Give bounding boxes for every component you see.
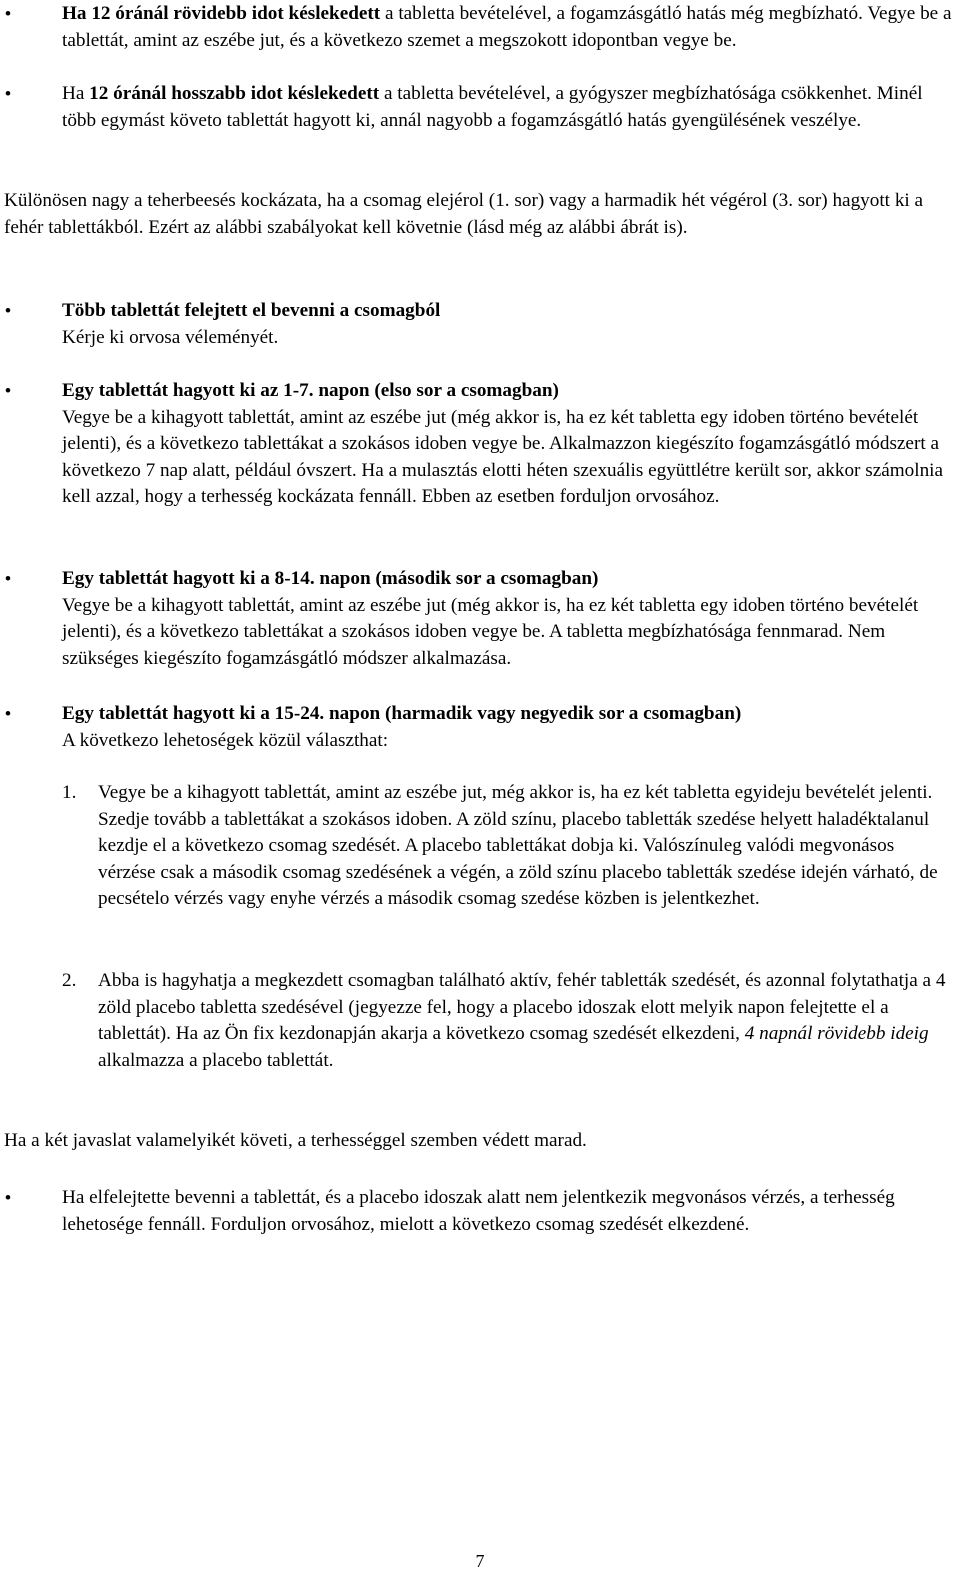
bullet-late-over-12h bbox=[62, 81, 954, 134]
text: a tabletta bevételével, a fogamzásgátló hatás még megbízható. Vegye be a tablettát, amint az eszébe jut, és a következo szemet a megszokott idopontban vegye be. bbox=[62, 3, 952, 51]
bold-heading: Egy tablettát hagyott ki a 8-14. napon (második sor a csomagban) bbox=[62, 568, 599, 589]
bullet-missed-day-15-24 bbox=[62, 701, 954, 754]
bold-heading: Egy tablettát hagyott ki a 15-24. napon (harmadik vagy negyedik sor a csomagban) bbox=[62, 703, 742, 724]
text: a tabletta bevételével, a gyógyszer megbízhatósága csökkenhet. Minél több egymást követo tablettát hagyott ki, annál nagyobb a fogamzásgátló hatás gyengülésének veszélye. bbox=[62, 83, 923, 131]
bullet-late-under-12h bbox=[62, 1, 954, 54]
list-number: 1. bbox=[62, 782, 77, 803]
bold-heading: 12 óránál hosszabb idot késlekedett bbox=[89, 83, 380, 104]
italic-text: 4 napnál rövidebb ideig bbox=[744, 1023, 929, 1044]
list-number: 2. bbox=[62, 970, 77, 991]
paragraph-risk: Különösen nagy a teherbeesés kockázata, ha a csomag elejérol (1. sor) vagy a harmadik hét végérol (3. sor) hagyott ki a fehér tablettákból. Ezért az alábbi szabályokat kell követnie (lásd még az alábbi ábrát is). bbox=[4, 190, 924, 238]
text: Ha bbox=[62, 83, 90, 104]
bold-heading: Egy tablettát hagyott ki az 1-7. napon (elso sor a csomagban) bbox=[62, 380, 559, 401]
paragraph-protected: Ha a két javaslat valamelyikét követi, a terhességgel szemben védett marad. bbox=[4, 1130, 587, 1151]
text: Vegye be a kihagyott tablettát, amint az eszébe jut (még akkor is, ha ez két tabletta egy idoben történo bevételét jelenti), és a következo tablettákat a szokásos idoben vegye be. Alkalmazzon kiegészíto fogamzásgátló módszert a következo 7 nap alatt, például óvszert. Ha a mulasztás elotti héten szexuális együttlétre került sor, akkor számolnia kell azzal, hogy a terhesség kockázata fennáll. Ebben az esetben forduljon orvosához. bbox=[62, 406, 944, 507]
text: Kérje ki orvosa véleményét. bbox=[62, 326, 279, 348]
bullet-multiple-missed bbox=[62, 298, 954, 351]
bold-heading: Több tablettát felejtett el bevenni a csomagból bbox=[62, 300, 441, 321]
bullet-missed-day-1-7 bbox=[62, 378, 954, 511]
option-2 bbox=[62, 968, 954, 1074]
bold-heading: Ha 12 óránál rövidebb idot késlekedett bbox=[62, 3, 381, 24]
text: A következo lehetoségek közül választhat: bbox=[62, 729, 389, 751]
text: Vegye be a kihagyott tablettát, amint az eszébe jut, még akkor is, ha ez két tabletta egyideju bevételét jelenti. Szedje tovább a tablettákat a szokásos idoben. A zöld színu, placebo tabletták szedése helyett haladéktalanul kezdje el a következo csomag szedését. A placebo tablettákat dobja ki. Valószínuleg valódi megvonásos vérzése csak a második csomag szedésének a végén, a zöld színu placebo tabletták szedése idején várható, de pecsételo vérzés vagy enyhe vérzés a második csomag szedése közben is jelentkezhet. bbox=[98, 782, 938, 909]
bullet-no-withdrawal-bleeding: • Ha elfelejtette bevenni a tablettát, és a placebo idoszak alatt nem jelentkezik megvonásos vérzés, a terhesség lehetosége fennáll. Forduljon orvosához, mielott a következo csomag szedését elkezdené. bbox=[62, 1185, 954, 1238]
text: Abba is hagyhatja a megkezdett csomagban található aktív, fehér tabletták szedését, és azonnal folytathatja a 4 zöld placebo tabletta szedésével (jegyezze fel, hogy a placebo idoszak elott melyik napon felejtette el a tablettát). Ha az Ön fix kezdonapján akarja a következo csomag szedését elkezdeni, bbox=[98, 970, 946, 1044]
text: alkalmazza a placebo tablettát. bbox=[98, 1049, 334, 1071]
bullet-missed-day-8-14 bbox=[62, 566, 954, 672]
page-number: 7 bbox=[475, 1551, 485, 1571]
text: Vegye be a kihagyott tablettát, amint az eszébe jut (még akkor is, ha ez két tabletta egy idoben történo bevételét jelenti), és a következo tablettákat a szokásos idoben vegye be. A tabletta megbízhatósága fennmarad. Nem szükséges kiegészíto fogamzásgátló módszer alkalmazása. bbox=[62, 594, 919, 669]
option-1 bbox=[62, 780, 954, 913]
